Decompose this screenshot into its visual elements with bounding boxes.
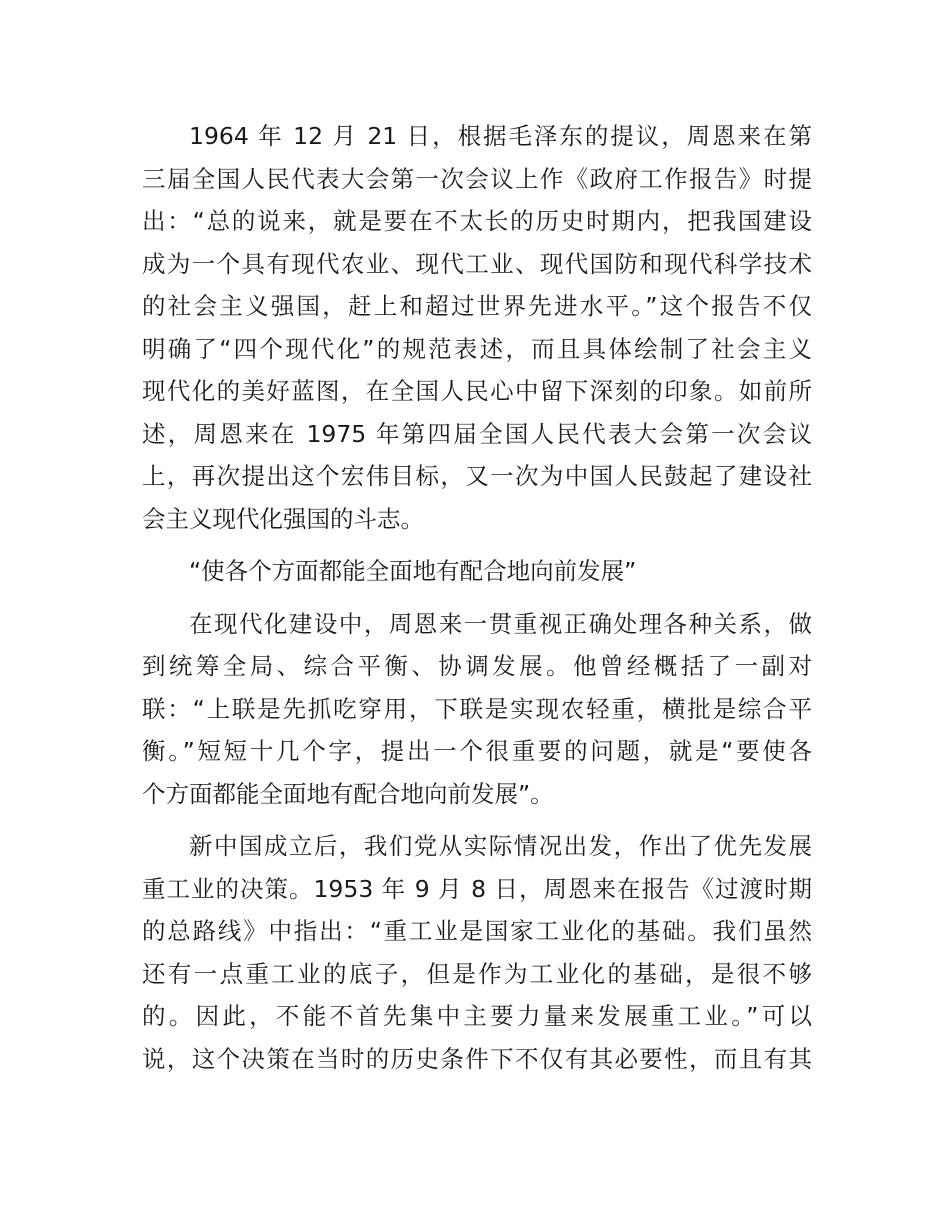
document-page [142,115,812,1080]
text-line: 个方面都能全面地有配合地向前发展”。 [142,779,554,808]
text-line: 三届全国人民代表大会第一次会议上作《政府工作报告》时提 [142,164,812,193]
text-line: 的总路线》中指出：“重工业是国家工业化的基础。我们虽然 [142,917,812,945]
paragraph-3 [142,825,812,1080]
text-line: 衡。”短短十几个字，提出一个很重要的问题，就是“要使各 [142,737,812,765]
text-line: 明确了“四个现代化”的规范表述，而且具体绘制了社会主义 [142,334,812,363]
paragraph-2 [142,603,812,816]
text-line: 的。因此，不能不首先集中主要力量来发展重工业。”可以 [142,1002,812,1030]
text-line: 1964 年 12 月 21 日，根据毛泽东的提议，周恩来在第 [189,122,812,150]
text-line: 新中国成立后，我们党从实际情况出发，作出了优先发展 [189,832,812,860]
text-line: 现代化的美好蓝图，在全国人民心中留下深刻的印象。如前所 [142,377,812,405]
text-line: 重工业的决策。1953 年 9 月 8 日，周恩来在报告《过渡时期 [142,874,812,903]
text-line: 会主义现代化强国的斗志。 [142,504,424,533]
text-line: 成为一个具有现代农业、现代工业、现代国防和现代科学技术 [142,249,812,278]
text-line: 在现代化建设中，周恩来一贯重视正确处理各种关系，做 [189,609,812,638]
text-line: 的社会主义强国，赶上和超过世界先进水平。”这个报告不仅 [142,292,812,320]
text-line: 上，再次提出这个宏伟目标，又一次为中国人民鼓起了建设社 [142,462,812,490]
text-line: 联：“上联是先抓吃穿用，下联是实现农轻重，横批是综合平 [142,694,812,723]
paragraph-1 [142,115,812,540]
text-line: 述，周恩来在 1975 年第四届全国人民代表大会第一次会议 [142,419,812,448]
text-line: 说，这个决策在当时的历史条件下不仅有其必要性，而且有其 [142,1044,812,1073]
text-line: 还有一点重工业的底子，但是作为工业化的基础，是很不够 [142,959,812,988]
text-line: 出：“总的说来，就是要在不太长的历史时期内，把我国建设 [142,207,812,235]
text-line: 到统筹全局、综合平衡、协调发展。他曾经概括了一副对 [142,652,812,680]
heading-line: “使各个方面都能全面地有配合地向前发展” [189,557,637,585]
section-heading [142,550,812,593]
